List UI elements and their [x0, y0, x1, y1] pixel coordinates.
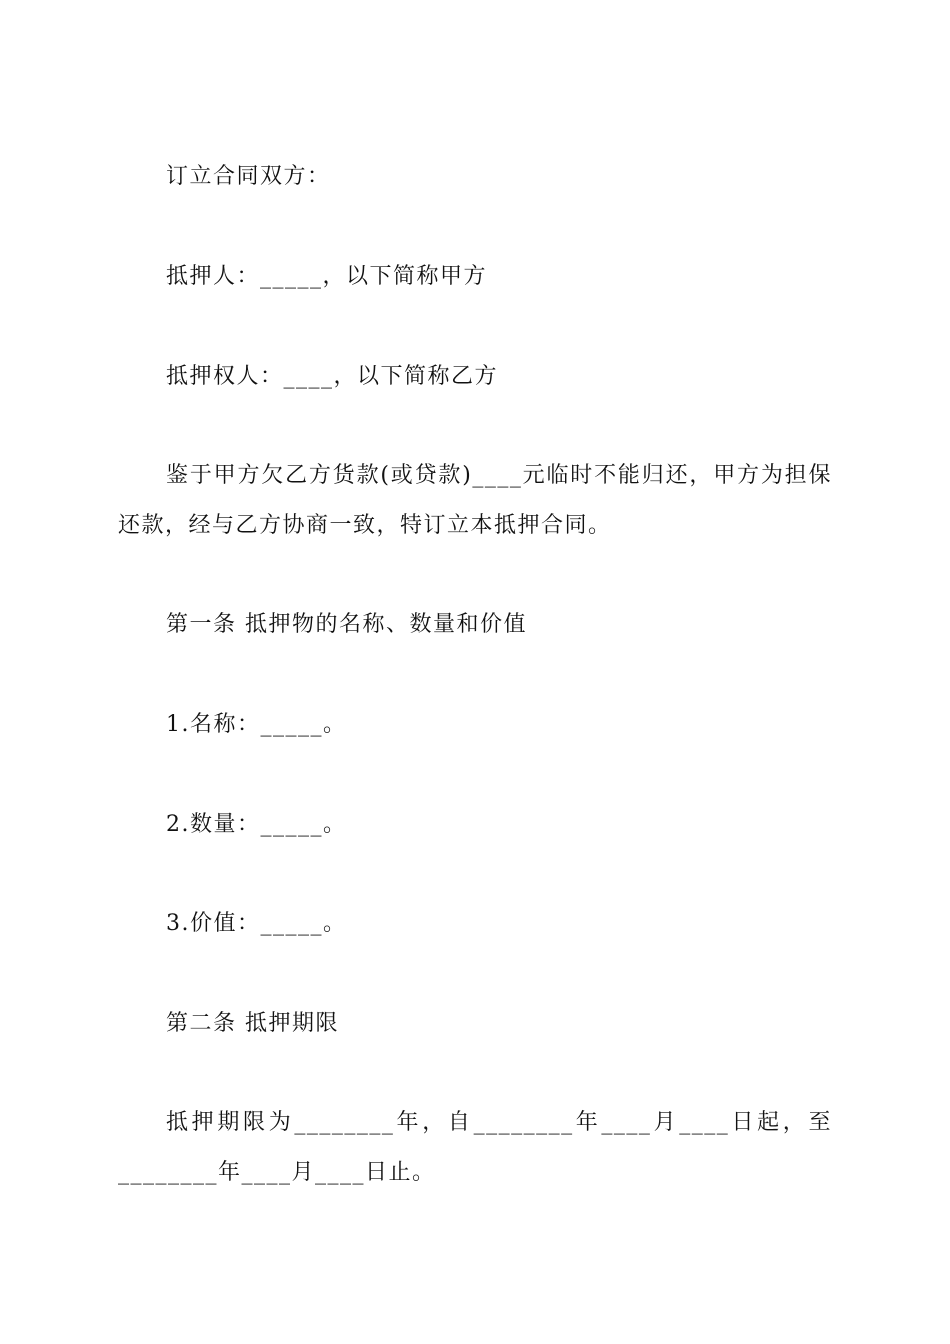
article-1-title: 第一条 抵押物的名称、数量和价值 [166, 612, 527, 637]
mortgagee-line: 抵押权人：____，以下简称乙方 [166, 364, 499, 389]
article-2-title: 第二条 抵押期限 [166, 1011, 339, 1036]
preamble-paragraph: 鉴于甲方欠乙方货款(或贷款)____元临时不能归还，甲方为担保还款，经与乙方协商一致，特订立本抵押合同。 [118, 463, 832, 538]
item-value-line: 3.价值：_____。 [166, 911, 347, 936]
term-paragraph: 抵押期限为________年，自________年____月____日起，至________年____月____日止。 [118, 1110, 832, 1185]
item-name-line: 1.名称：_____。 [166, 712, 347, 737]
parties-heading: 订立合同双方： [166, 164, 331, 189]
mortgagor-line: 抵押人：_____，以下简称甲方 [166, 264, 488, 289]
item-quantity-line: 2.数量：_____。 [166, 812, 347, 837]
